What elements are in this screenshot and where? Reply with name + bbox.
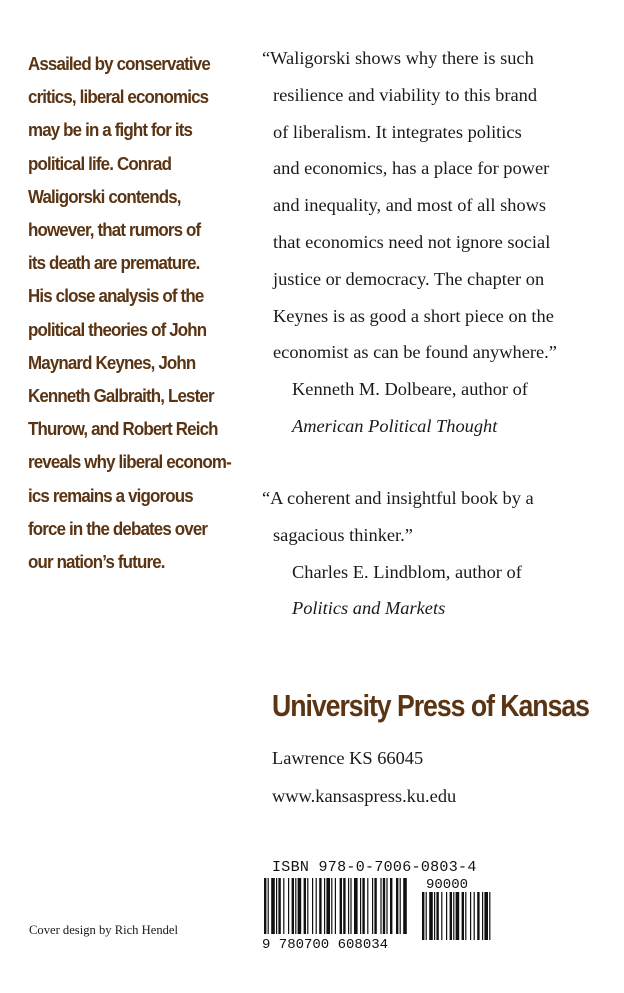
barcode-stripe [348,878,349,934]
barcode-stripe [304,878,306,934]
barcode-stripe [316,878,317,934]
blurb-line: critics, liberal economics [28,87,209,108]
addon-bars [422,892,490,940]
barcode-stripe [292,878,294,934]
barcode-stripe [462,892,464,940]
barcode-stripe [350,878,351,934]
barcode-stripe [456,892,460,940]
barcode-stripe [400,878,401,934]
barcode-stripe [450,892,452,940]
blurb-line: Waligorski contends, [28,186,181,207]
barcode-stripe [331,878,332,934]
publisher-website: www.kansaspress.ku.edu [272,786,457,806]
barcode-stripe [264,878,266,934]
barcode-stripe [298,878,302,934]
quote-line: of liberalism. It integrates politics [273,121,522,142]
barcode-stripe [390,878,392,934]
barcode-stripe [283,878,284,934]
isbn-label: ISBN 978-0-7006-0803-4 [272,859,477,876]
blurb-line: Maynard Keynes, John [28,352,196,373]
quote-line: and economics, has a place for power [273,158,550,179]
barcode-icon [256,874,504,950]
barcode-stripe [268,878,269,934]
barcode-stripe [362,878,364,934]
barcode-stripe [354,878,358,934]
barcode-stripe [482,892,483,940]
quote-line: justice or democracy. The chapter on [273,268,545,289]
barcode-stripe [374,878,376,934]
barcode-stripe [319,878,321,934]
barcode-stripe [396,878,398,934]
barcode-stripe [380,878,381,934]
barcode-stripe [288,878,289,934]
quote-line: “A coherent and insightful book by a [262,488,534,508]
barcode-stripe [436,892,438,940]
barcode-stripe [484,892,488,940]
barcode-stripe [276,878,277,934]
blurb-line: force in the debates over [28,518,208,539]
endorsement-lindblom [262,480,534,627]
publisher-name: University Press of Kansas [272,688,589,723]
blurb-line: however, that rumors of [28,220,201,241]
quote-author: Kenneth M. Dolbeare, author of [292,379,528,400]
barcode-stripe [453,892,454,940]
cover-design-credit: Cover design by Rich Hendel [29,923,178,937]
quote-line: “Waligorski shows why there is such [262,48,534,68]
barcode-stripe [312,878,313,934]
barcode-stripe [465,892,466,940]
blurb-line: political life. Conrad [28,153,172,174]
blurb-line: Assailed by conservative [28,54,210,74]
blurb-line: reveals why liberal econom- [28,452,231,473]
barcode-stripe [383,878,385,934]
blurb-line: Thurow, and Robert Reich [28,419,218,440]
barcode-stripe [474,892,475,940]
blurb-line: His close analysis of the [28,286,204,307]
publisher-address: Lawrence KS 66045 [272,748,424,768]
barcode-stripe [441,892,442,940]
quote-book-title: Politics and Markets [292,598,446,619]
barcode-stripe [324,878,325,934]
barcode-stripe [372,878,373,934]
barcode-stripe [307,878,308,934]
quote-line: Keynes is as good a short piece on the [273,305,554,326]
barcode-stripe [335,878,336,934]
barcode-stripe [360,878,361,934]
quote-line: sagacious thinker.” [273,524,413,545]
back-cover-blurb [28,48,231,579]
barcode-stripe [446,892,447,940]
barcode-stripe [403,878,407,934]
quote-line: resilience and viability to this brand [273,84,538,105]
barcode-stripe [340,878,342,934]
endorsement-dolbeare [262,40,557,445]
blurb-line: Kenneth Galbraith, Lester [28,386,214,407]
blurb-line: our nation’s future. [28,552,165,573]
barcode-stripe [470,892,471,940]
barcode-stripe [271,878,275,934]
quote-book-title: American Political Thought [292,415,498,436]
barcode-stripe [434,892,435,940]
barcode-stripe [477,892,479,940]
barcode-stripe [426,892,427,940]
blurb-line: may be in a fight for its [28,120,193,141]
barcode-stripe [326,878,330,934]
blurb-line: political theories of John [28,319,207,340]
barcode-stripe [386,878,387,934]
barcode-stripe [295,878,296,934]
barcode-stripe [429,892,433,940]
barcode-stripe [422,892,424,940]
barcode-main-digits: 9 780700 608034 [262,937,389,950]
barcode-stripe [343,878,345,934]
barcode-stripe [489,892,490,940]
blurb-line: its death are premature. [28,253,200,274]
quote-author: Charles E. Lindblom, author of [292,561,522,582]
ean13-bars [264,878,407,934]
barcode-addon-digits: 90000 [426,877,469,893]
quote-line: economist as can be found anywhere.” [273,342,557,363]
barcode-stripe [278,878,280,934]
quote-line: that economics need not ignore social [273,231,551,252]
quote-line: and inequality, and most of all shows [273,195,547,216]
barcode-stripe [367,878,368,934]
blurb-line: ics remains a vigorous [28,485,193,506]
